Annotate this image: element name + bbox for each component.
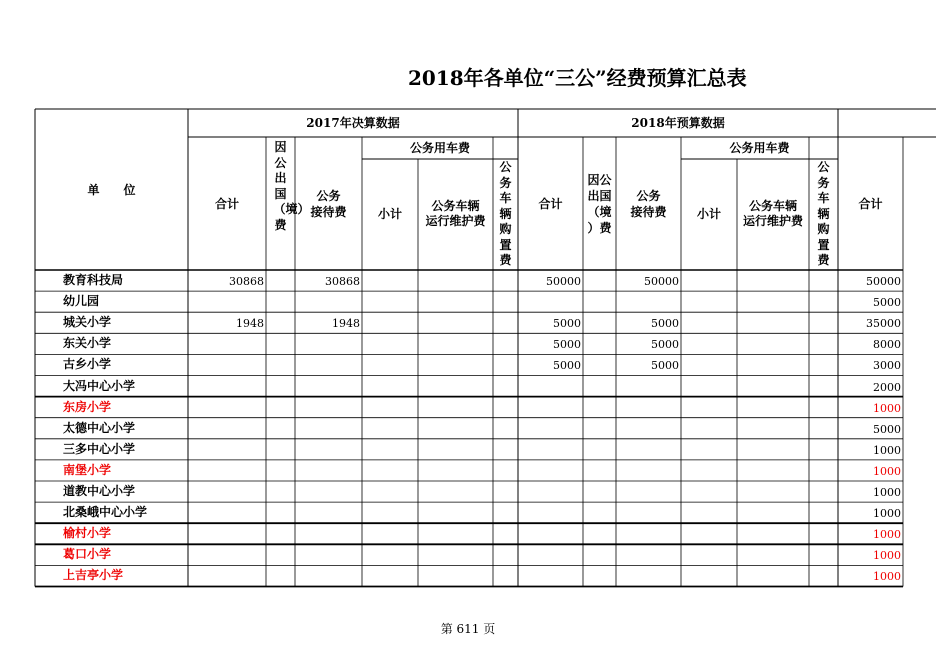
cell-2018-total: 50000 xyxy=(546,275,581,288)
unit-name: 上吉亭小学 xyxy=(63,568,124,583)
cell-2018-reception: 5000 xyxy=(651,317,679,331)
unit-name: 大冯中心小学 xyxy=(63,378,136,393)
column-header-reception: 公务 xyxy=(636,189,661,203)
cell-last-total: 5000 xyxy=(873,296,901,310)
column-header-maintenance: 运行维护费 xyxy=(425,214,486,228)
cell-last-total: 1000 xyxy=(873,507,901,521)
unit-name: 南堡小学 xyxy=(63,462,112,477)
column-header-abroad: 出国 xyxy=(587,189,612,203)
unit-name: 榆村小学 xyxy=(63,526,112,541)
column-header-vehicle: 公务用车费 xyxy=(729,141,790,155)
column-header-maintenance: 公务车辆 xyxy=(748,199,797,213)
cell-last-total: 35000 xyxy=(866,317,901,331)
cell-last-total: 2000 xyxy=(873,380,901,394)
cell-2018-reception: 5000 xyxy=(651,338,679,352)
cell-last-total: 1000 xyxy=(873,486,901,499)
column-header-total: 合计 xyxy=(214,197,239,211)
cell-2017-total: 1948 xyxy=(236,317,264,331)
column-header-total: 合计 xyxy=(858,197,883,211)
column-header-abroad: 因公出国（境）费 xyxy=(273,140,310,232)
cell-last-total: 8000 xyxy=(873,338,901,352)
column-header-purchase: 公务车辆购置费 xyxy=(499,160,512,267)
cell-last-total: 1000 xyxy=(873,528,901,542)
page-number: 第 611 页 xyxy=(440,622,496,636)
cell-2017-total: 30868 xyxy=(229,275,264,288)
column-header-reception: 接待费 xyxy=(630,205,667,219)
column-header-vehicle: 公务用车费 xyxy=(409,141,470,155)
unit-name: 葛口小学 xyxy=(63,547,112,562)
cell-2018-reception: 50000 xyxy=(644,275,679,288)
cell-last-total: 1000 xyxy=(873,401,901,415)
cell-last-total: 5000 xyxy=(873,422,901,436)
unit-name: 太德中心小学 xyxy=(63,420,136,435)
column-header-reception: 公务 xyxy=(316,189,341,203)
group-header-2018: 2018年预算数据 xyxy=(631,116,725,130)
cell-2018-reception: 5000 xyxy=(651,359,679,373)
cell-last-total: 50000 xyxy=(866,275,901,288)
column-header-total: 合计 xyxy=(538,197,563,211)
group-header-2017: 2017年决算数据 xyxy=(306,116,400,130)
cell-last-total: 1000 xyxy=(873,549,901,563)
column-header-subtotal: 小计 xyxy=(377,207,402,221)
column-header-abroad: 因公 xyxy=(587,173,612,187)
cell-last-total: 1000 xyxy=(873,570,901,584)
unit-name: 幼儿园 xyxy=(63,294,100,309)
column-header-reception: 接待费 xyxy=(310,205,347,219)
column-header-maintenance: 运行维护费 xyxy=(742,214,803,228)
column-header-maintenance: 公务车辆 xyxy=(431,199,480,213)
cell-last-total: 3000 xyxy=(873,359,901,373)
page-title: 2018年各单位“三公”经费预算汇总表 xyxy=(408,66,747,90)
column-header-abroad: ）费 xyxy=(587,221,612,235)
unit-name: 教育科技局 xyxy=(63,273,124,287)
column-header-purchase: 公务车辆购置费 xyxy=(817,160,830,267)
column-header-abroad: （境 xyxy=(587,205,612,219)
unit-name: 东房小学 xyxy=(63,399,112,414)
cell-2017-reception: 1948 xyxy=(332,317,360,331)
cell-2018-total: 5000 xyxy=(553,317,581,331)
unit-name: 东关小学 xyxy=(63,336,112,351)
cell-last-total: 1000 xyxy=(873,443,901,457)
cell-last-total: 1000 xyxy=(873,464,901,478)
unit-name: 城关小学 xyxy=(63,315,112,330)
unit-name: 三多中心小学 xyxy=(63,441,136,456)
unit-name: 古乡小学 xyxy=(63,357,112,372)
cell-2017-reception: 30868 xyxy=(325,275,360,288)
unit-name: 北桑峨中心小学 xyxy=(63,505,148,520)
unit-name: 道教中心小学 xyxy=(63,484,136,498)
column-header-subtotal: 小计 xyxy=(696,207,721,221)
cell-2018-total: 5000 xyxy=(553,359,581,373)
cell-2018-total: 5000 xyxy=(553,338,581,352)
column-header-unit: 单 位 xyxy=(87,183,136,197)
